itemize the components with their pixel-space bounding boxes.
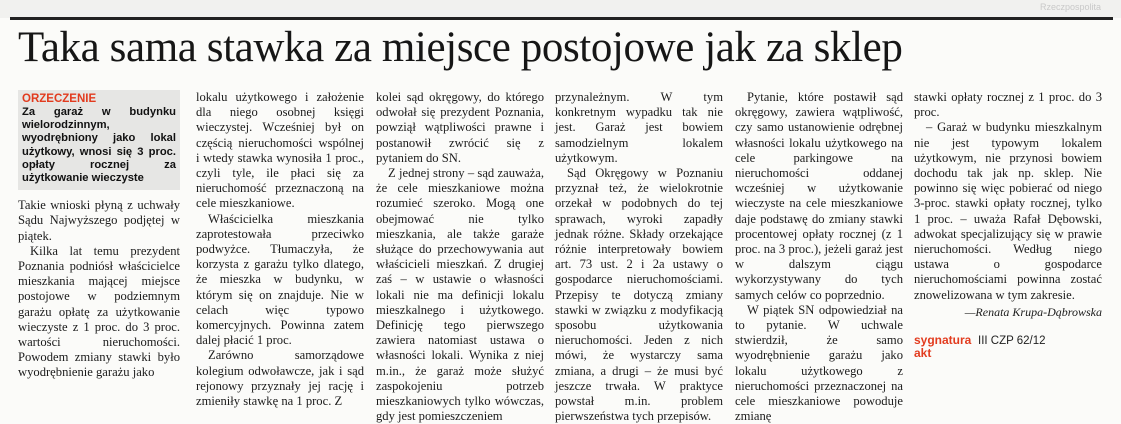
column-1 — [18, 90, 180, 381]
paragraph: stawki opłaty rocznej z 1 proc. do 3 proc. — [914, 90, 1102, 120]
paragraph: kolei sąd okręgowy, do którego odwołał się prezydent Poznania, powziął wątpliwości prawne i postanowił zwrócić się z pytaniem do SN. — [376, 90, 544, 165]
top-strip — [0, 0, 1121, 18]
paragraph: lokalu użytkowego i założenie dla niego osobnej księgi wieczystej. Wcześniej był on częścią nieruchomości wspólnej i wtedy stawka wynosiła 1 proc., czyli tyle, ile płaci się za nieruchomość przeznaczoną na cele mieszkaniowe. — [196, 90, 364, 211]
paragraph: Kilka lat temu prezydent Poznania podniósł właścicielce mieszkania mającej miejsce postojowe w podziemnym garażu opłatę za użytkowanie wieczyste z 1 proc. do 3 proc. wartości nieruchomości. Powodem zmiany stawki było wyodrębnienie garażu jako — [18, 243, 180, 380]
header-rule — [10, 17, 1113, 20]
paragraph: – Garaż w budynku mieszkalnym nie jest typowym lokalem użytkowym, nie przynosi bowiem dochodu tak jak np. sklep. Nie powinno się więc pobierać od niego 3-proc. stawki opłaty rocznej, tylko 1 proc. – uważa Rafał Dębowski, adwokat specjalizujący się w prawie nieruchomości. Według niego ustawa o gospodarce nieruchomościami powinna zostać znowelizowana w tym zakresie. — [914, 120, 1102, 302]
column-6 — [914, 90, 1102, 360]
paragraph: W piątek SN odpowiedział na to pytanie. W uchwale stwierdził, że samo wyodrębnienie garażu jako lokalu użytkowego z nieruchomości przeznaczonej na cele mieszkaniowe powoduje zmianę — [735, 302, 903, 424]
article-headline: Taka sama stawka za miejsce postojowe jak za sklep — [18, 24, 903, 71]
column-4 — [555, 90, 723, 424]
summary-label: ORZECZENIE — [22, 93, 97, 105]
paragraph: przynależnym. W tym konkretnym wypadku tak nie jest. Garaż jest bowiem samodzielnym lokalem użytkowym. — [555, 90, 723, 165]
paragraph: Sąd Okręgowy w Poznaniu przyznał też, że wielokrotnie orzekał w podobnych do tej sprawach, wyroki zapadły jednak różne. Składy orzekające różnie interpretowały bowiem art. 73 ust. 2 i 2a ustawy o gospodarce nieruchomościami. Przepisy te dotyczą zmiany stawki w związku z modyfikacją sposobu użytkowania nieruchomości. Jeden z nich mówi, że wystarczy sama zmiana, a drugi – że musi być jeszcze trwała. W praktyce powstał m.in. problem pierwszeństwa tych przepisów. — [555, 166, 723, 424]
summary-text: Za garaż w budynku wielorodzinnym, wyodrębniony jako lokal użytkowy, wnosi się 3 proc. opłaty rocznej za użytkowanie wieczyste — [22, 106, 176, 185]
paragraph: Właścicielka mieszkania zaprotestowała przeciwko podwyżce. Tłumaczyła, że korzysta z garażu tylko dlatego, że mieszka w budynku, w którym się on znajduje. Nie w celach więc typowo komercyjnych. Powinna zatem dalej płacić 1 proc. — [196, 211, 364, 348]
case-signature-value: III CZP 62/12 — [978, 335, 1046, 348]
case-signature — [914, 334, 1102, 360]
masthead-ghost: Rzeczpospolita — [1039, 2, 1101, 12]
column-5 — [735, 90, 903, 424]
author-byline: —Renata Krupa-Dąbrowska — [964, 304, 1102, 319]
paragraph: Z jednej strony – sąd zauważa, że cele mieszkaniowe można rozumieć szeroko. Mogą one obejmować nie tylko mieszkania, ale także garaże służące do przechowywania aut właścicieli mieszkań. Z drugiej zaś – w ustawie o własności lokali nie ma definicji lokalu mieszkalnego i użytkowego. Definicję tego pierwszego zawiera natomiast ustawa o własności lokali. Wynika z niej m.in., że garaż może służyć zaspokojeniu potrzeb mieszkaniowych tylko wówczas, gdy jest pomieszczeniem — [376, 166, 544, 424]
case-signature-label: sygnatura akt — [914, 333, 972, 361]
column-3 — [376, 90, 544, 424]
paragraph: Takie wnioski płyną z uchwały Sądu Najwyższego podjętej w piątek. — [18, 198, 180, 243]
column-2 — [196, 90, 364, 409]
paragraph: Pytanie, które postawił sąd okręgowy, zawiera wątpliwość, czy samo ustanowienie odrębnej własności lokalu użytkowego na cele parkingowe na nieruchomości oddanej wcześniej w użytkowanie wieczyste na cele mieszkaniowe daje podstawę do zmiany stawki procentowej opłaty rocznej (z 1 proc. na 3 proc.), jeżeli garaż jest w dalszym ciągu wykorzystywany do tych samych celów co poprzednio. — [735, 90, 903, 302]
paragraph: Zarówno samorządowe kolegium odwoławcze, jak i sąd rejonowy przyznały jej rację i zmieniły stawkę na 1 proc. Z — [196, 348, 364, 409]
summary-box — [18, 90, 180, 190]
